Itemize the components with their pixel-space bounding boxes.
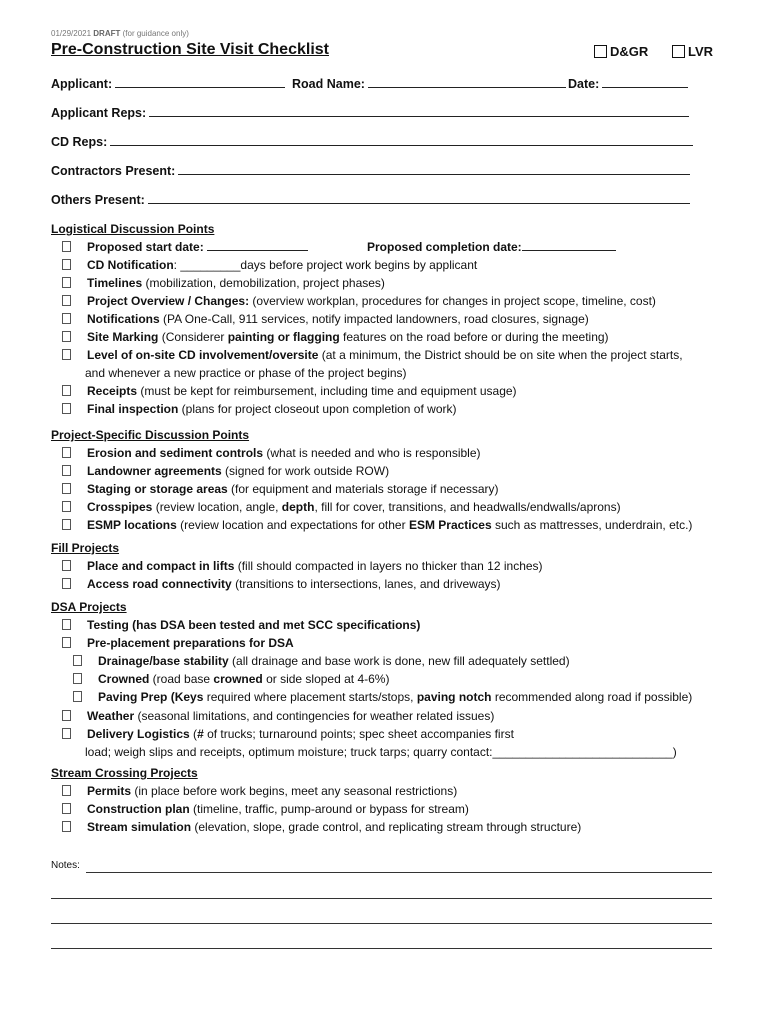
applicant-field[interactable] xyxy=(51,75,285,91)
checkbox-icon[interactable] xyxy=(62,519,71,530)
checkbox-icon[interactable] xyxy=(62,447,71,458)
date-line[interactable] xyxy=(602,75,688,88)
checkbox-icon[interactable] xyxy=(594,45,607,58)
checkbox-icon[interactable] xyxy=(62,560,71,571)
others-present-line[interactable] xyxy=(148,191,690,204)
list-item[interactable]: Final inspection (plans for project closeout upon completion of work) xyxy=(62,400,456,418)
completion-date-line[interactable] xyxy=(522,238,616,251)
list-item[interactable]: Receipts (must be kept for reimbursement, including time and equipment usage) xyxy=(62,382,517,400)
section-dsa: DSA Projects xyxy=(51,600,127,614)
list-item[interactable]: Crosspipes (review location, angle, depth, fill for cover, transitions, and headwalls/endwalls/aprons) xyxy=(62,498,621,516)
lvr-label: LVR xyxy=(688,44,714,59)
checkbox-icon[interactable] xyxy=(62,331,71,342)
list-item[interactable]: Stream simulation (elevation, slope, grade control, and replicating stream through structure) xyxy=(62,818,581,836)
list-item-continuation: load; weigh slips and receipts, optimum moisture; truck tarps; quarry contact:___________________________) xyxy=(85,745,677,759)
applicant-reps-field[interactable] xyxy=(51,104,689,120)
list-item[interactable]: Site Marking (Considerer painting or flagging features on the road before or during the meeting) xyxy=(62,328,609,346)
applicant-reps-label: Applicant Reps: xyxy=(51,106,147,120)
notes-label: Notes: xyxy=(51,860,80,871)
road-name-label: Road Name: xyxy=(292,77,365,91)
draft-notice xyxy=(51,29,189,38)
list-item[interactable]: Notifications (PA One-Call, 911 services, notify impacted landowners, road closures, signage) xyxy=(62,310,589,328)
date-label: Date: xyxy=(568,77,600,91)
completion-date-label: Proposed completion date: xyxy=(367,240,522,254)
list-item[interactable]: Level of on-site CD involvement/oversite (at a minimum, the District should be on site when the project starts, xyxy=(62,346,683,364)
contractors-present-field[interactable] xyxy=(51,162,690,178)
section-project-specific: Project-Specific Discussion Points xyxy=(51,428,250,442)
contractors-present-label: Contractors Present: xyxy=(51,164,176,178)
list-item[interactable]: Timelines (mobilization, demobilization, project phases) xyxy=(62,274,385,292)
applicant-reps-line[interactable] xyxy=(149,104,689,117)
lvr-checkbox[interactable] xyxy=(672,44,713,59)
checkbox-icon[interactable] xyxy=(62,578,71,589)
checkbox-icon[interactable] xyxy=(62,465,71,476)
list-item[interactable]: Testing (has DSA been tested and met SCC specifications) xyxy=(62,616,420,634)
draft-note: (for guidance only) xyxy=(122,29,189,38)
checkbox-icon[interactable] xyxy=(672,45,685,58)
cd-reps-line[interactable] xyxy=(110,133,693,146)
draft-label: DRAFT xyxy=(93,29,121,38)
checkbox-icon[interactable] xyxy=(73,691,82,702)
list-item[interactable]: CD Notification: _________days before project work begins by applicant xyxy=(62,256,477,274)
notes-line[interactable] xyxy=(51,898,712,899)
cd-reps-label: CD Reps: xyxy=(51,135,108,149)
list-item[interactable]: Erosion and sediment controls (what is needed and who is responsible) xyxy=(62,444,481,462)
checkbox-icon[interactable] xyxy=(62,483,71,494)
checkbox-icon[interactable] xyxy=(73,655,82,666)
others-present-field[interactable] xyxy=(51,191,690,207)
list-item[interactable]: Weather (seasonal limitations, and contingencies for weather related issues) xyxy=(62,707,494,725)
section-logistical: Logistical Discussion Points xyxy=(51,222,215,236)
start-date-line[interactable] xyxy=(207,238,308,251)
completion-date-field[interactable] xyxy=(367,238,616,256)
section-fill: Fill Projects xyxy=(51,541,120,555)
checkbox-icon[interactable] xyxy=(62,313,71,324)
page-title: Pre-Construction Site Visit Checklist xyxy=(51,41,329,58)
list-item[interactable]: Landowner agreements (signed for work outside ROW) xyxy=(62,462,389,480)
checkbox-icon[interactable] xyxy=(62,241,71,252)
checkbox-icon[interactable] xyxy=(62,277,71,288)
checkbox-icon[interactable] xyxy=(62,637,71,648)
sub-list-item[interactable]: Paving Prep (Keys required where placement starts/stops, paving notch recommended along road if possible) xyxy=(73,688,692,706)
list-item-continuation: and whenever a new practice or phase of the project begins) xyxy=(85,366,407,380)
list-item[interactable]: Proposed start date: xyxy=(62,238,308,256)
list-item[interactable]: Staging or storage areas (for equipment and materials storage if necessary) xyxy=(62,480,499,498)
checkbox-icon[interactable] xyxy=(62,803,71,814)
checkbox-icon[interactable] xyxy=(62,710,71,721)
checkbox-icon[interactable] xyxy=(62,385,71,396)
list-item[interactable]: Delivery Logistics (# of trucks; turnaround points; spec sheet accompanies first xyxy=(62,725,514,743)
dgr-checkbox[interactable] xyxy=(594,44,648,59)
contractors-present-line[interactable] xyxy=(178,162,690,175)
checkbox-icon[interactable] xyxy=(62,785,71,796)
list-item[interactable]: Access road connectivity (transitions to intersections, lanes, and driveways) xyxy=(62,575,501,593)
checkbox-icon[interactable] xyxy=(62,728,71,739)
checkbox-icon[interactable] xyxy=(62,259,71,270)
list-item[interactable]: Construction plan (timeline, traffic, pump-around or bypass for stream) xyxy=(62,800,469,818)
road-name-line[interactable] xyxy=(368,75,566,88)
draft-date: 01/29/2021 xyxy=(51,29,92,38)
section-stream: Stream Crossing Projects xyxy=(51,766,198,780)
others-present-label: Others Present: xyxy=(51,193,145,207)
sub-list-item[interactable]: Crowned (road base crowned or side sloped at 4-6%) xyxy=(73,670,389,688)
dgr-label: D&GR xyxy=(610,44,649,59)
applicant-line[interactable] xyxy=(115,75,285,88)
checkbox-icon[interactable] xyxy=(62,821,71,832)
notes-line[interactable] xyxy=(86,872,712,873)
list-item[interactable]: Project Overview / Changes: (overview workplan, procedures for changes in project scope, timeline, cost) xyxy=(62,292,656,310)
cd-reps-field[interactable] xyxy=(51,133,693,149)
list-item[interactable]: ESMP locations (review location and expectations for other ESM Practices such as mattresses, underdrain, etc.) xyxy=(62,516,692,534)
applicant-label: Applicant: xyxy=(51,77,113,91)
checkbox-icon[interactable] xyxy=(62,295,71,306)
checkbox-icon[interactable] xyxy=(62,501,71,512)
checkbox-icon[interactable] xyxy=(62,403,71,414)
checkbox-icon[interactable] xyxy=(62,619,71,630)
checkbox-icon[interactable] xyxy=(62,349,71,360)
date-field[interactable] xyxy=(568,75,688,91)
notes-line[interactable] xyxy=(51,923,712,924)
list-item[interactable]: Permits (in place before work begins, meet any seasonal restrictions) xyxy=(62,782,457,800)
list-item[interactable]: Place and compact in lifts (fill should compacted in layers no thicker than 12 inches) xyxy=(62,557,543,575)
checkbox-icon[interactable] xyxy=(73,673,82,684)
notes-line[interactable] xyxy=(51,948,712,949)
sub-list-item[interactable]: Drainage/base stability (all drainage and base work is done, new fill adequately settled) xyxy=(73,652,570,670)
road-name-field[interactable] xyxy=(292,75,566,91)
list-item[interactable]: Pre-placement preparations for DSA xyxy=(62,634,294,652)
